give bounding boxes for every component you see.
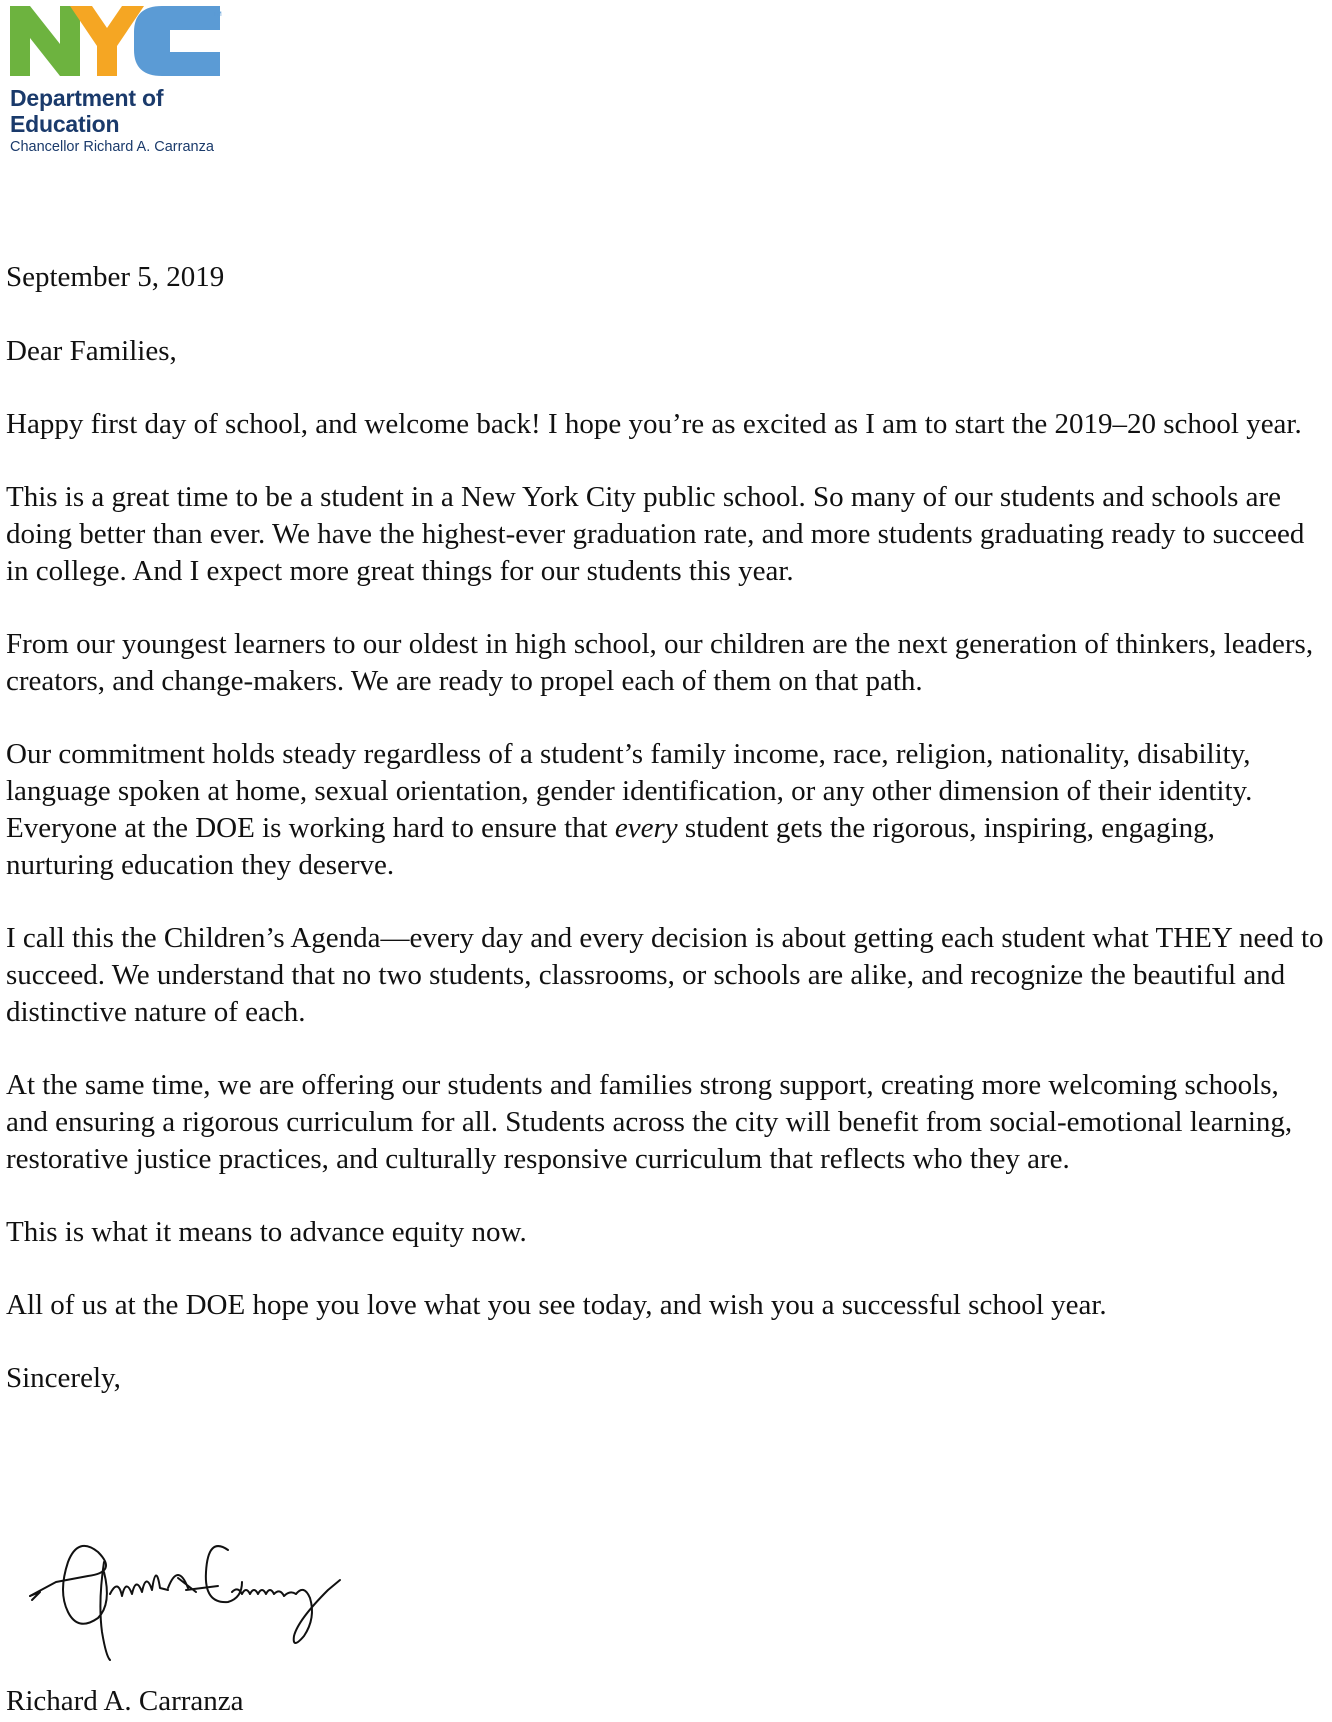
signature <box>28 1532 358 1662</box>
paragraph-4-part1: Our commitment holds steady regardless of a student’s family income, race, religion, nationality, disability, language spoken at home, sexual orientation, gender identification, or any other dimension of their identity. Everyone at the DOE is working hard to ensure that <box>6 738 1253 844</box>
paragraph-4-part2: student gets the rigorous, inspiring, engaging, nurturing education they deserve. <box>6 812 1215 881</box>
paragraph-1: Happy first day of school, and welcome back! I hope you’re as excited as I am to start the 2019–20 school year. <box>6 408 1302 440</box>
letter-body <box>6 259 1326 1397</box>
paragraph-7: This is what it means to advance equity now. <box>6 1216 527 1248</box>
paragraph-8: All of us at the DOE hope you love what you see today, and wish you a successful school year. <box>6 1289 1107 1321</box>
nyc-logo-n <box>10 6 80 76</box>
signature-icon <box>28 1532 358 1662</box>
paragraph-6: At the same time, we are offering our students and families strong support, creating more welcoming schools, and ensuring a rigorous curriculum for all. Students across the city will benefit from social-emotional learning, restorative justice practices, and culturally responsive curriculum that reflects who they are. <box>6 1069 1293 1175</box>
nyc-logo-c <box>134 6 220 76</box>
paragraph-4-emphasis: every <box>614 812 678 844</box>
department-name-line2: Education <box>10 111 120 137</box>
letterhead <box>10 6 240 156</box>
department-name-line1: Department of <box>10 85 164 111</box>
nyc-logo-y <box>70 6 144 76</box>
chancellor-name: Chancellor Richard A. Carranza <box>10 139 214 155</box>
svg-text:TM: TM <box>213 11 222 18</box>
salutation: Dear Families, <box>6 335 177 367</box>
paragraph-2: This is a great time to be a student in a New York City public school. So many of our students and schools are doing better than ever. We have the highest-ever graduation rate, and more students graduating ready to succeed in college. And I expect more great things for our students this year. <box>6 481 1305 587</box>
paragraph-3: From our youngest learners to our oldest in high school, our children are the next generation of thinkers, leaders, creators, and change-makers. We are ready to propel each of them on that path. <box>6 628 1314 697</box>
signer-name: Richard A. Carranza <box>6 1685 244 1717</box>
letter-date: September 5, 2019 <box>6 261 225 293</box>
paragraph-5: I call this the Children’s Agenda—every day and every decision is about getting each student what THEY need to succeed. We understand that no two students, classrooms, or schools are alike, and recognize the beautiful and distinctive nature of each. <box>6 922 1324 1028</box>
paragraph-4 <box>6 736 1326 884</box>
closing: Sincerely, <box>6 1362 121 1394</box>
nyc-logo <box>10 6 220 76</box>
